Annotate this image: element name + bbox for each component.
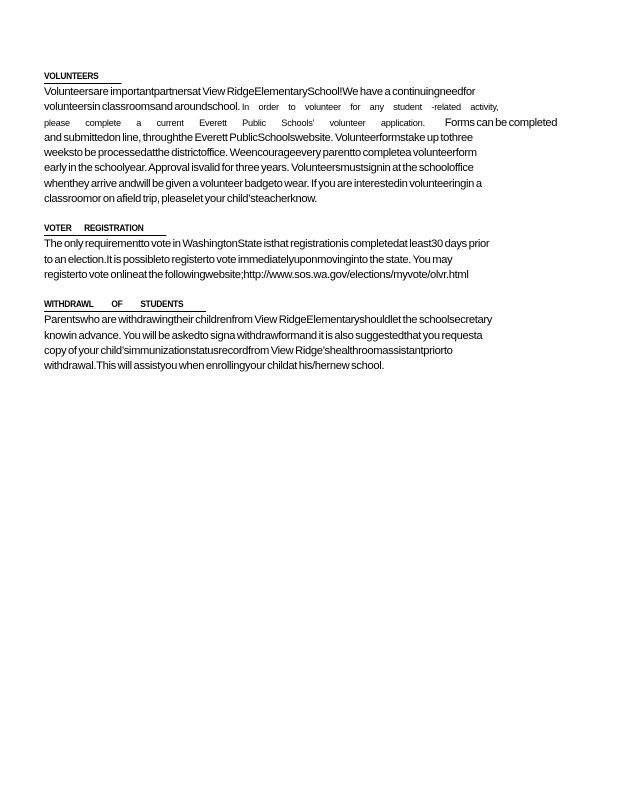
text-line: early in the schoolyear. Approval isvalid for three years. Volunteersmustsignin at the schooloffice bbox=[44, 162, 474, 175]
document-page bbox=[44, 66, 580, 385]
text-line: and submittedon line, throughthe Everett PublicSchoolswebsite. Volunteerformstake up tothree bbox=[44, 131, 473, 144]
text-fragment: In order to volunteer for any student -related activity, bbox=[241, 102, 499, 113]
text-line: knowin advance. You will be askedto signa withdrawformand it is also suggestedthat you requesta bbox=[44, 329, 483, 342]
text-line: copy of your child’simmunizationstatusrecordfrom View Ridge’shealthroomassistantpriorto bbox=[44, 344, 453, 357]
text-line: registerto vote onlineat the followingwebsite;http://www.sos.wa.gov/elections/myvote/olvr.html bbox=[44, 268, 469, 281]
text-line: Volunteersare importantpartnersat View RidgeElementarySchool!We have a continuingneedfor bbox=[44, 86, 476, 98]
text-line: to an election.It is possibleto registerto vote immediatelyuponmovinginto the state. You may bbox=[44, 253, 453, 266]
text-line: Parentswho are withdrawingtheir childrenfrom View RidgeElementaryshouldlet the schoolsecretary bbox=[44, 314, 493, 327]
text-line: withdrawal.This will assistyou when enrollingyour childat his/hernew school. bbox=[44, 360, 385, 373]
text-fragment: Forms can be completed bbox=[444, 116, 558, 129]
text-line bbox=[44, 100, 580, 115]
text-line bbox=[44, 116, 580, 131]
text-line: whenthey arrive andwill be given a volunteer badgeto wear. If you are interestedin volunteeringin a bbox=[44, 177, 482, 190]
text-fragment: volunteersin classroomsand aroundschool. bbox=[44, 101, 241, 114]
section-body-voter-registration bbox=[44, 237, 580, 283]
section-heading-voter-registration: VOTER REGISTRATION bbox=[44, 223, 166, 236]
section-body-volunteers bbox=[44, 85, 580, 207]
section-heading-withdrawal: WITHDRAWL OF STUDENTS bbox=[44, 299, 206, 312]
section-volunteers bbox=[44, 66, 580, 207]
section-voter-registration bbox=[44, 218, 580, 283]
text-line: The only requirementto vote in WashingtonState isthat registrationis completedat least30 days prior bbox=[44, 238, 490, 251]
section-body-withdrawal bbox=[44, 313, 580, 374]
section-withdrawal bbox=[44, 294, 580, 374]
text-line: classroomor on afield trip, pleaselet your child’steacherknow. bbox=[44, 193, 318, 206]
text-fragment: please complete a current Everett Public Schools' volunteer application. bbox=[44, 117, 425, 128]
section-heading-volunteers: VOLUNTEERS bbox=[44, 71, 121, 84]
text-line: weeksto be processedatthe districtoffice. Weencourageevery parentto completea volunteerform bbox=[44, 147, 477, 160]
